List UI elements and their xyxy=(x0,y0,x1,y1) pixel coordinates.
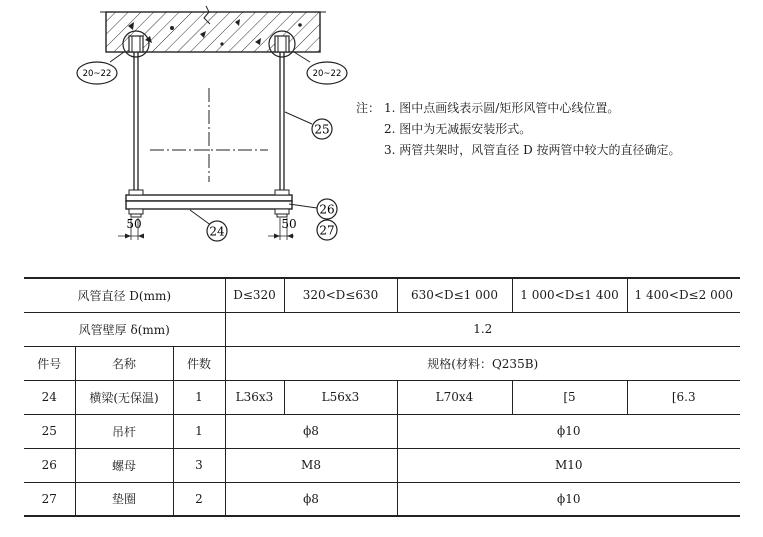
note-3-text: 两管共架时，风管直径 D 按两管中较大的直径确定。 xyxy=(399,143,681,157)
diameter-range-3: 630<D≤1 000 xyxy=(397,278,512,312)
beam-spec-4: [5 xyxy=(512,380,627,414)
part-no-25: 25 xyxy=(24,414,75,448)
callout-anchor-left: 20~22 xyxy=(82,69,112,79)
note-2-text: 图中为无减振安装形式。 xyxy=(399,122,532,136)
dimension-left-value: 50 xyxy=(126,217,142,231)
part-name-26: 螺母 xyxy=(75,448,173,482)
cross-beam xyxy=(126,195,292,209)
part-no-26: 26 xyxy=(24,448,75,482)
callout-washer: 27 xyxy=(319,223,335,238)
callout-anchor-right: 20~22 xyxy=(312,69,342,79)
nut-spec-a: M8 xyxy=(225,448,397,482)
beam-spec-1: L36x3 xyxy=(225,380,284,414)
header-part-no: 件号 xyxy=(24,346,75,380)
nut-spec-b: M10 xyxy=(397,448,740,482)
diameter-range-1: D≤320 xyxy=(225,278,284,312)
callout-rod: 25 xyxy=(314,122,330,137)
diameter-label: 风管直径 D(mm) xyxy=(24,278,225,312)
table-row xyxy=(24,448,740,482)
hanger-rod-right xyxy=(280,52,284,196)
note-3-num: 3. xyxy=(384,143,396,157)
diameter-range-4: 1 000<D≤1 400 xyxy=(512,278,627,312)
note-1-text: 图中点画线表示圆/矩形风管中心线位置。 xyxy=(399,101,620,115)
part-name-25: 吊杆 xyxy=(75,414,173,448)
part-no-27: 27 xyxy=(24,482,75,516)
table-row xyxy=(24,414,740,448)
header-count: 件数 xyxy=(173,346,225,380)
part-count-26: 3 xyxy=(173,448,225,482)
part-count-25: 1 xyxy=(173,414,225,448)
note-3 xyxy=(356,140,681,161)
callout-nut: 26 xyxy=(319,202,335,217)
diameter-range-5: 1 400<D≤2 000 xyxy=(627,278,740,312)
hanger-rod-left xyxy=(134,52,138,196)
spec-table xyxy=(24,277,740,517)
washer-spec-b: ϕ10 xyxy=(397,482,740,516)
table-row xyxy=(24,482,740,516)
thickness-label: 风管壁厚 δ(mm) xyxy=(24,312,225,346)
note-2-num: 2. xyxy=(384,122,396,136)
note-2 xyxy=(356,119,681,140)
diameter-range-2: 320<D≤630 xyxy=(284,278,397,312)
table-row-diameter xyxy=(24,278,740,312)
part-name-27: 垫圈 xyxy=(75,482,173,516)
callout-beam: 24 xyxy=(209,224,225,239)
notes-lead: 注： xyxy=(356,101,381,115)
beam-spec-2: L56x3 xyxy=(284,380,397,414)
part-count-27: 2 xyxy=(173,482,225,516)
beam-spec-3: L70x4 xyxy=(397,380,512,414)
note-1 xyxy=(356,98,681,119)
dimension-right-value: 50 xyxy=(281,217,297,231)
part-no-24: 24 xyxy=(24,380,75,414)
table-row-thickness xyxy=(24,312,740,346)
header-name: 名称 xyxy=(75,346,173,380)
note-1-num: 1. xyxy=(384,101,396,115)
table-row xyxy=(24,380,740,414)
thickness-value: 1.2 xyxy=(225,312,740,346)
rod-spec-b: ϕ10 xyxy=(397,414,740,448)
part-name-24: 横梁(无保温) xyxy=(75,380,173,414)
washer-spec-a: ϕ8 xyxy=(225,482,397,516)
notes-block xyxy=(356,98,681,161)
table-header-row xyxy=(24,346,740,380)
rod-spec-a: ϕ8 xyxy=(225,414,397,448)
part-count-24: 1 xyxy=(173,380,225,414)
beam-spec-5: [6.3 xyxy=(627,380,740,414)
header-spec: 规格(材料：Q235B) xyxy=(225,346,740,380)
